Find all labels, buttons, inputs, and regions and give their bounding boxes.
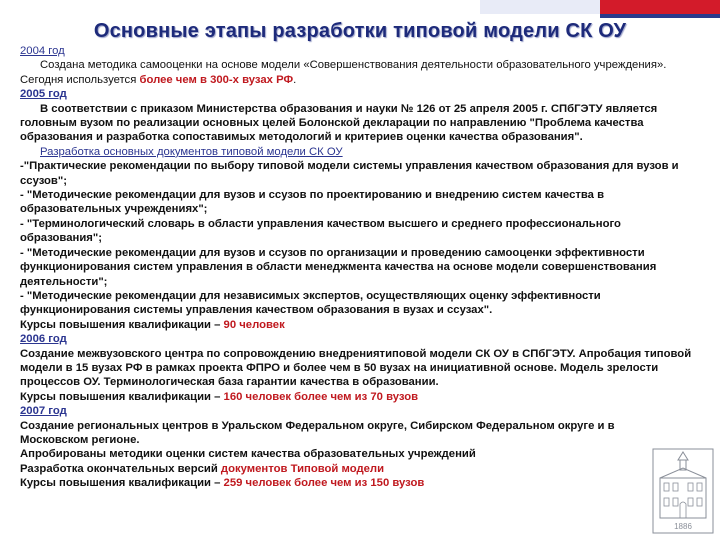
year-2007-text: Апробированы методики оценки систем качества образовательных учреждений	[20, 448, 476, 461]
year-2007-text: Разработка окончательных версий документов Типовой модели	[20, 462, 385, 475]
corner-decoration	[480, 0, 720, 14]
year-2005-heading: 2005 год	[20, 88, 67, 101]
doc-item: - "Методические рекомендации для вузов и ссузов по организации и проведению самооценки эффективности функционирования систем управления в области менеджмента качества на основе модели совершенствования деятельности";	[20, 246, 657, 288]
seal-year: 1886	[674, 522, 692, 531]
year-2006-heading: 2006 год	[20, 333, 67, 346]
university-building-logo	[652, 448, 714, 534]
page-title: Основные этапы разработки типовой модели СК ОУ	[93, 20, 627, 42]
doc-item: -"Практические рекомендации по выбору типовой модели системы управления качеством образования для вузов и ссузов";	[20, 160, 679, 187]
year-2004-heading: 2004 год	[20, 45, 65, 57]
year-2007-text: Создание региональных центров в Уральском Федеральном округе, Сибирском Федеральном округе и в Московском регионе.	[20, 419, 615, 446]
courses-2005: Курсы повышения квалификации – 90 человек	[20, 318, 285, 331]
year-2005-text: В соответствии с приказом Министерства образования и науки № 126 от 25 апреля 2005 г. СПбГЭТУ является головным вузом по реализации основных целей Болонской декларации по направлению "Проблема качества образования и разработка сопоставимых методологий и критериев оценки качества образования".	[20, 102, 658, 144]
courses-2007: Курсы повышения квалификации – 259 человек более чем из 150 вузов	[20, 477, 425, 490]
year-2006-text: Создание межвузовского центра по сопровождению внедрениятиповой модели СК ОУ в СПбГЭТУ. Апробация типовой модели в 15 вузах РФ в рамках проекта ФПРО и более чем в 50 вузах на инициативной основе. Модель зрелости процессов ОУ. Терминологическая база гарантии качества в образовании.	[20, 347, 692, 389]
doc-item: - "Терминологический словарь в области управления качеством высшего и среднего профессионального образования";	[20, 217, 621, 245]
year-2007-heading: 2007 год	[20, 405, 67, 418]
docs-heading: Разработка основных документов типовой модели СК ОУ	[40, 145, 343, 158]
year-2004-text: Создана методика самооценки на основе модели «Совершенствования деятельности образовательного учреждения». Сегодня используется более чем в 300-х вузах РФ.	[20, 59, 667, 86]
doc-item: - "Методические рекомендации для независимых экспертов, осуществляющих оценку эффективности функционирования системы управления качеством образования в вузах и ссузах".	[20, 289, 601, 317]
courses-2006: Курсы повышения квалификации – 160 человек более чем из 70 вузов	[20, 390, 419, 403]
document-body	[20, 44, 700, 491]
doc-item: - "Методические рекомендации для вузов и ссузов по проектированию и внедрению систем качества в образовательных учреждениях";	[20, 189, 605, 216]
